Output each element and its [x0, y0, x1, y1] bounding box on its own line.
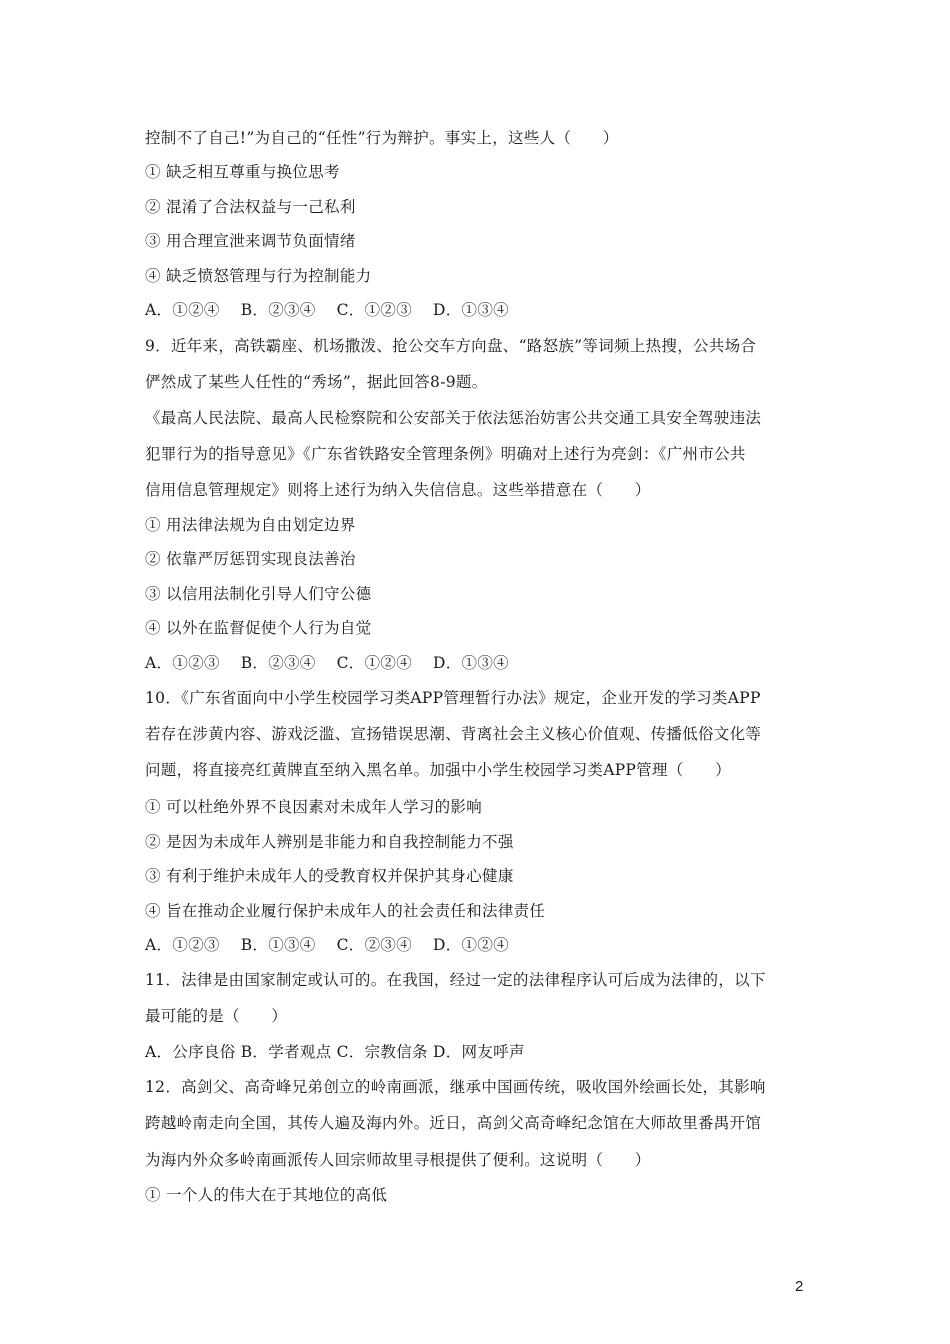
option-line: ③ 有利于维护未成年人的受教育权并保护其身心健康: [145, 867, 514, 885]
text-line: 控制不了自己!”为自己的“任性”行为辩护。事实上，这些人（ ）: [145, 129, 619, 147]
page-number: 2: [795, 1278, 804, 1295]
question-12-text: 为海内外众多岭南画派传人回宗师故里寻根提供了便利。这说明（ ）: [145, 1151, 651, 1169]
question-10-text: 若存在涉黄内容、游戏泛滥、宣扬错误思潮、背离社会主义核心价值观、传播低俗文化等: [145, 725, 762, 743]
option-line: ④ 旨在推动企业履行保护未成年人的社会责任和法律责任: [145, 902, 546, 920]
option-line: ① 缺乏相互尊重与换位思考: [145, 163, 340, 181]
option-line: ① 可以杜绝外界不良因素对未成年人学习的影响: [145, 798, 483, 816]
question-12-text: 12．高剑父、高奇峰兄弟创立的岭南画派，继承中国画传统，吸收国外绘画长处，其影响: [145, 1078, 766, 1096]
option-line: ④ 以外在监督促使个人行为自觉: [145, 619, 372, 637]
answer-choices: A．①②③ B．②③④ C．①②④ D．①③④: [145, 654, 509, 672]
passage-line: 信用信息管理规定》则将上述行为纳入失信信息。这些举措意在（ ）: [145, 481, 651, 499]
question-11-text: 11．法律是由国家制定或认可的。在我国，经过一定的法律程序认可后成为法律的，以下: [145, 971, 766, 989]
question-12-text: 跨越岭南走向全国，其传人遍及海内外。近日，高剑父高奇峰纪念馆在大师故里番禺开馆: [145, 1114, 762, 1132]
question-11-text: 最可能的是（ ）: [145, 1007, 288, 1025]
option-line: ② 依靠严厉惩罚实现良法善治: [145, 550, 356, 568]
option-line: ④ 缺乏愤怒管理与行为控制能力: [145, 267, 372, 285]
option-line: ③ 用合理宣泄来调节负面情绪: [145, 232, 356, 250]
answer-choices: A．公序良俗 B．学者观点 C．宗教信条 D．网友呼声: [145, 1043, 525, 1061]
option-line: ① 用法律法规为自由划定边界: [145, 516, 356, 534]
question-10-text: 问题，将直接亮红黄牌直至纳入黑名单。加强中小学生校园学习类APP管理（ ）: [145, 761, 731, 779]
question-9-text: 9．近年来，高铁霸座、机场撒泼、抢公交车方向盘、“路怒族”等词频上热搜，公共场合: [145, 337, 757, 355]
question-9-text: 俨然成了某些人任性的“秀场”，据此回答8-9题。: [145, 373, 488, 391]
option-line: ③ 以信用法制化引导人们守公德: [145, 585, 372, 603]
passage-line: 《最高人民法院、最高人民检察院和公安部关于依法惩治妨害公共交通工具安全驾驶违法: [145, 409, 762, 427]
option-line: ② 混淆了合法权益与一己私利: [145, 198, 356, 216]
option-line: ① 一个人的伟大在于其地位的高低: [145, 1186, 388, 1204]
answer-choices: A．①②③ B．①③④ C．②③④ D．①②④: [145, 936, 509, 954]
question-10-text: 10．《广东省面向中小学生校园学习类APP管理暂行办法》规定，企业开发的学习类APP: [145, 689, 761, 707]
passage-line: 犯罪行为的指导意见》《广东省铁路安全管理条例》明确对上述行为亮剑：《广州市公共: [145, 445, 746, 463]
answer-choices: A．①②④ B．②③④ C．①②③ D．①③④: [145, 301, 509, 319]
option-line: ② 是因为未成年人辨别是非能力和自我控制能力不强: [145, 833, 514, 851]
